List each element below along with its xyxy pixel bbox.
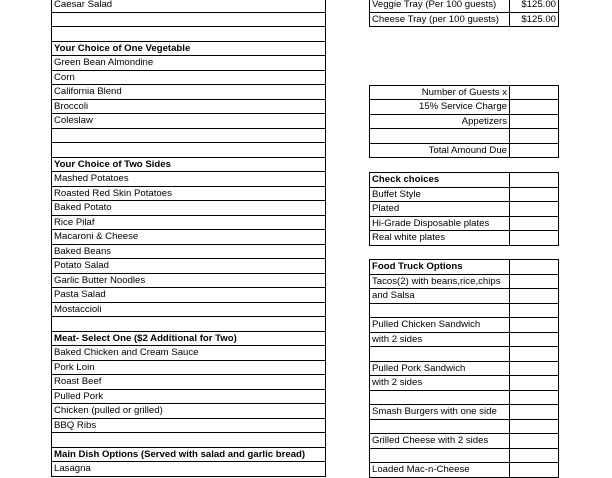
table-row xyxy=(370,217,559,232)
blank-row xyxy=(52,27,326,42)
tray-price: $125.00 xyxy=(510,13,559,28)
blank-row xyxy=(52,129,326,144)
menu-item: Macaroni & Cheese xyxy=(52,230,326,245)
table-row xyxy=(370,0,559,13)
check-choices-table xyxy=(369,172,559,246)
table-row xyxy=(370,231,559,246)
table-row xyxy=(52,288,326,303)
check-cell[interactable] xyxy=(510,231,559,246)
table-row xyxy=(52,245,326,260)
section-heading-meat: Meat- Select One ($2 Additional for Two) xyxy=(52,332,326,347)
table-row xyxy=(370,100,559,115)
menu-item: Coleslaw xyxy=(52,114,326,129)
tray-label: Veggie Tray (Per 100 guests) xyxy=(370,0,510,13)
appetizers-label: Appetizers xyxy=(370,115,510,130)
menu-item: Baked Potato xyxy=(52,201,326,216)
menu-item: Baked Chicken and Cream Sauce xyxy=(52,346,326,361)
table-row xyxy=(370,376,559,391)
table-row xyxy=(52,158,326,173)
food-truck-item: Pulled Pork Sandwich xyxy=(370,362,510,377)
total-due-value-cell[interactable] xyxy=(510,144,559,159)
food-truck-item: Loaded Mac-n-Cheese xyxy=(370,463,510,478)
food-truck-item: Smash Burgers with one side xyxy=(370,405,510,420)
food-truck-item: Grilled Cheese with 2 sides xyxy=(370,434,510,449)
blank-value-cell[interactable] xyxy=(510,129,559,144)
menu-options-table xyxy=(51,0,326,477)
menu-item: Pork Loin xyxy=(52,361,326,376)
check-cell[interactable] xyxy=(510,347,559,362)
guests-label: Number of Guests x xyxy=(370,86,510,101)
blank-row xyxy=(52,317,326,332)
table-row xyxy=(52,274,326,289)
check-cell[interactable] xyxy=(510,434,559,449)
check-cell[interactable] xyxy=(510,376,559,391)
guests-value-cell[interactable] xyxy=(510,86,559,101)
menu-item: Rice Pilaf xyxy=(52,216,326,231)
blank-row xyxy=(370,304,510,319)
table-row xyxy=(52,433,326,448)
food-truck-item: with 2 sides xyxy=(370,333,510,348)
check-choices-heading: Check choices xyxy=(370,173,510,188)
table-row xyxy=(52,114,326,129)
table-row xyxy=(370,405,559,420)
table-row xyxy=(52,448,326,463)
menu-item: BBQ Ribs xyxy=(52,419,326,434)
food-truck-item: Pulled Chicken Sandwich xyxy=(370,318,510,333)
table-row xyxy=(370,463,559,478)
menu-item: Roast Beef xyxy=(52,375,326,390)
table-row xyxy=(52,419,326,434)
choice-label: Buffet Style xyxy=(370,188,510,203)
menu-item: Caesar Salad xyxy=(52,0,326,13)
table-row xyxy=(370,13,559,28)
table-row xyxy=(52,85,326,100)
menu-item: Pulled Pork xyxy=(52,390,326,405)
table-row xyxy=(370,449,559,464)
table-row xyxy=(52,303,326,318)
blank-row xyxy=(370,449,510,464)
table-row xyxy=(370,362,559,377)
totals-table xyxy=(369,85,559,159)
table-row xyxy=(52,187,326,202)
menu-item: Pasta Salad xyxy=(52,288,326,303)
table-row xyxy=(370,333,559,348)
menu-item: Garlic Butter Noodles xyxy=(52,274,326,289)
table-row xyxy=(52,143,326,158)
check-cell[interactable] xyxy=(510,405,559,420)
table-row xyxy=(370,188,559,203)
table-row xyxy=(52,375,326,390)
appetizers-value-cell[interactable] xyxy=(510,115,559,130)
total-due-label: Total Amound Due xyxy=(370,144,510,159)
food-truck-table xyxy=(369,259,559,478)
table-row xyxy=(370,115,559,130)
section-heading-vegetable: Your Choice of One Vegetable xyxy=(52,42,326,57)
table-row xyxy=(370,129,559,144)
table-row xyxy=(370,434,559,449)
table-row xyxy=(370,420,559,435)
blank-row xyxy=(370,347,510,362)
check-cell[interactable] xyxy=(510,304,559,319)
blank-row xyxy=(370,391,510,406)
food-truck-item: Tacos(2) with beans,rice,chips xyxy=(370,275,510,290)
table-row xyxy=(52,216,326,231)
check-cell[interactable] xyxy=(510,217,559,232)
table-row xyxy=(370,275,559,290)
menu-item: Chicken (pulled or grilled) xyxy=(52,404,326,419)
food-truck-item: and Salsa xyxy=(370,289,510,304)
table-row xyxy=(52,259,326,274)
menu-item: Mashed Potatoes xyxy=(52,172,326,187)
food-truck-item: with 2 sides xyxy=(370,376,510,391)
menu-item: Broccoli xyxy=(52,100,326,115)
table-row xyxy=(370,86,559,101)
table-row xyxy=(370,260,559,275)
table-row xyxy=(52,100,326,115)
table-row xyxy=(52,13,326,28)
menu-item: Roasted Red Skin Potatoes xyxy=(52,187,326,202)
check-cell[interactable] xyxy=(510,260,559,275)
check-cell[interactable] xyxy=(510,202,559,217)
table-row xyxy=(52,317,326,332)
check-cell[interactable] xyxy=(510,463,559,478)
table-row xyxy=(52,201,326,216)
table-row xyxy=(52,390,326,405)
service-charge-label: 15% Service Charge xyxy=(370,100,510,115)
menu-item: Green Bean Almondine xyxy=(52,56,326,71)
table-row xyxy=(370,391,559,406)
blank-row xyxy=(52,143,326,158)
table-row xyxy=(52,129,326,144)
table-row xyxy=(370,318,559,333)
check-cell[interactable] xyxy=(510,333,559,348)
table-row xyxy=(52,361,326,376)
choice-label: Hi-Grade Disposable plates xyxy=(370,217,510,232)
menu-item: Potato Salad xyxy=(52,259,326,274)
blank-row xyxy=(370,129,510,144)
check-cell[interactable] xyxy=(510,362,559,377)
menu-item: Lasagna xyxy=(52,462,326,477)
check-cell[interactable] xyxy=(510,173,559,188)
table-row xyxy=(370,144,559,159)
table-row xyxy=(370,304,559,319)
table-row xyxy=(52,0,326,13)
table-row xyxy=(52,71,326,86)
choice-label: Real white plates xyxy=(370,231,510,246)
blank-row xyxy=(52,13,326,28)
check-cell[interactable] xyxy=(510,289,559,304)
table-row xyxy=(370,347,559,362)
check-cell[interactable] xyxy=(510,391,559,406)
table-row xyxy=(370,173,559,188)
section-heading-main-dish: Main Dish Options (Served with salad and garlic bread) xyxy=(52,448,326,463)
table-row xyxy=(52,27,326,42)
check-cell[interactable] xyxy=(510,275,559,290)
table-row xyxy=(52,332,326,347)
table-row xyxy=(52,404,326,419)
menu-item: Corn xyxy=(52,71,326,86)
check-cell[interactable] xyxy=(510,188,559,203)
choice-label: Plated xyxy=(370,202,510,217)
check-cell[interactable] xyxy=(510,420,559,435)
table-row xyxy=(52,230,326,245)
check-cell[interactable] xyxy=(510,449,559,464)
menu-item: Mostaccioli xyxy=(52,303,326,318)
table-row xyxy=(52,42,326,57)
table-row xyxy=(52,172,326,187)
tray-price-table xyxy=(369,0,559,27)
menu-item: Baked Beans xyxy=(52,245,326,260)
table-row xyxy=(52,462,326,477)
food-truck-heading: Food Truck Options xyxy=(370,260,510,275)
check-cell[interactable] xyxy=(510,318,559,333)
tray-price: $125.00 xyxy=(510,0,559,13)
section-heading-sides: Your Choice of Two Sides xyxy=(52,158,326,173)
table-row xyxy=(370,202,559,217)
blank-row xyxy=(370,420,510,435)
table-row xyxy=(52,346,326,361)
tray-label: Cheese Tray (per 100 guests) xyxy=(370,13,510,28)
table-row xyxy=(52,56,326,71)
blank-row xyxy=(52,433,326,448)
table-row xyxy=(370,289,559,304)
service-charge-value-cell[interactable] xyxy=(510,100,559,115)
menu-item: California Blend xyxy=(52,85,326,100)
